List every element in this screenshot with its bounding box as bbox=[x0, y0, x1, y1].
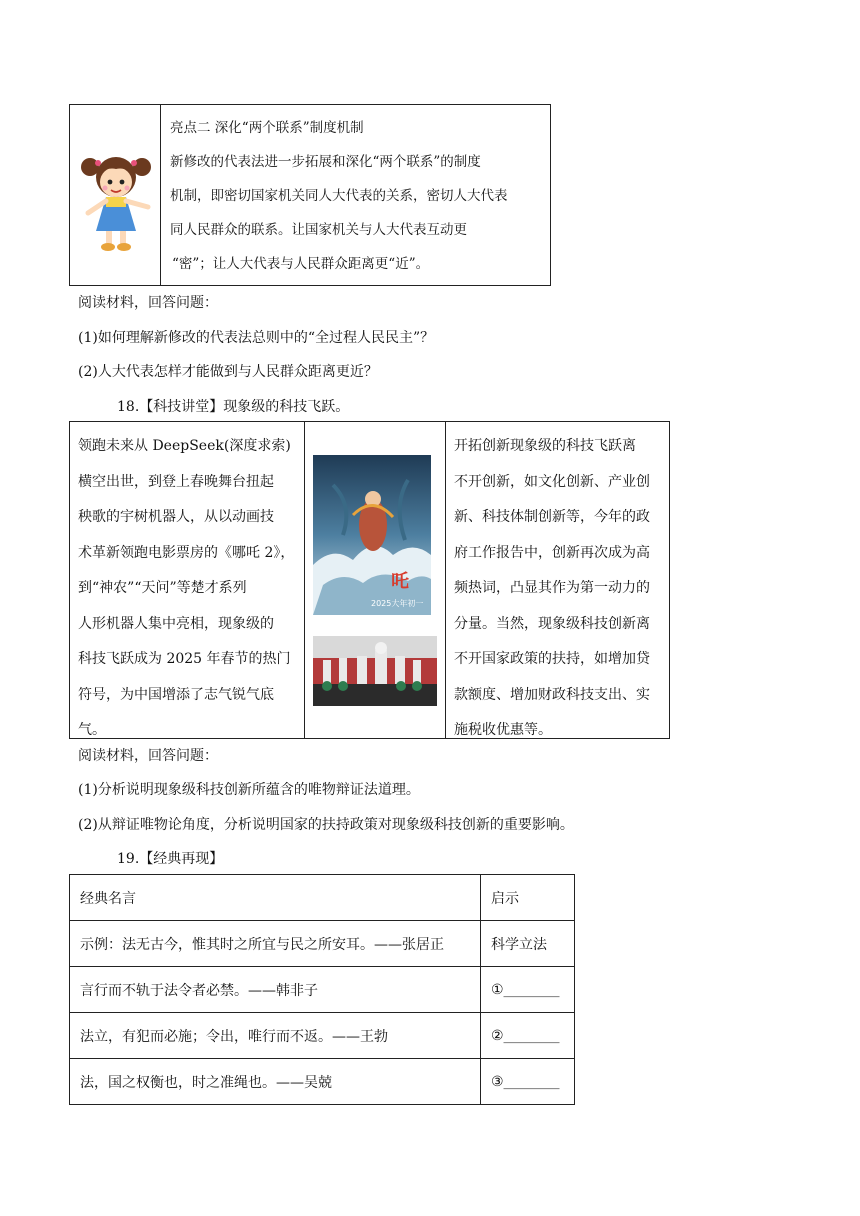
q18-image-cell bbox=[305, 422, 445, 738]
cartoon-girl-icon bbox=[76, 147, 156, 257]
poster-caption: 2025大年初一 bbox=[371, 599, 424, 608]
q18-item-1: (1)分析说明现象级科技创新所蕴含的唯物辩证法道理。 bbox=[78, 782, 420, 798]
q18-left-line: 术革新领跑电影票房的《哪吒 2》， bbox=[78, 544, 295, 561]
highlight-line: 同人民群众的联系。让国家机关与人大代表互动更 bbox=[170, 222, 467, 238]
table-header-row bbox=[70, 875, 575, 921]
highlight-title: 亮点二 深化“两个联系”制度机制 bbox=[170, 120, 364, 136]
q18-left-line: 秧歌的宇树机器人，从以动画技 bbox=[78, 509, 274, 525]
answer-blank-3[interactable]: ③________ bbox=[481, 1059, 575, 1105]
q18-right-line: 不开创新，如文化创新、产业创 bbox=[454, 473, 650, 490]
highlight-text bbox=[170, 111, 550, 281]
table-row bbox=[70, 921, 575, 967]
q18-left-line: 科技飞跃成为 2025 年春节的热门 bbox=[78, 651, 291, 667]
q18-prompt: 阅读材料，回答问题： bbox=[78, 748, 218, 764]
q18-left-line: 人形机器人集中亮相，现象级的 bbox=[78, 615, 274, 632]
q17-prompt: 阅读材料，回答问题： bbox=[78, 295, 218, 311]
q18-left-line: 气。 bbox=[78, 722, 106, 738]
table-row bbox=[70, 967, 575, 1013]
highlight-box bbox=[69, 104, 551, 286]
answer-blank-1[interactable]: ①________ bbox=[481, 967, 575, 1013]
table-row bbox=[70, 1013, 575, 1059]
q18-right-line: 开拓创新现象级的科技飞跃离 bbox=[454, 438, 636, 454]
q19-table bbox=[69, 874, 575, 1105]
q17-item-1: (1)如何理解新修改的代表法总则中的“全过程人民民主”？ bbox=[78, 330, 435, 346]
q18-divider-right bbox=[445, 422, 446, 738]
insight-cell: 科学立法 bbox=[481, 921, 575, 967]
q18-left-cell bbox=[78, 429, 304, 749]
table-header-insight: 启示 bbox=[481, 875, 575, 921]
nezha-poster-image bbox=[313, 455, 431, 615]
icon-cell bbox=[70, 105, 161, 285]
quote-cell: 法，国之权衡也，时之准绳也。——吴兢 bbox=[70, 1059, 481, 1105]
quote-cell: 法立，有犯而必施；令出，唯行而不返。——王勃 bbox=[70, 1013, 481, 1059]
q18-right-cell bbox=[454, 429, 668, 749]
table-header-quote: 经典名言 bbox=[70, 875, 481, 921]
q18-right-line: 不开国家政策的扶持，如增加贷 bbox=[454, 651, 650, 667]
q18-item-2: (2)从辩证唯物论角度，分析说明国家的扶持政策对现象级科技创新的重要影响。 bbox=[78, 817, 574, 833]
highlight-line: “密”；让人大代表与人民群众距离更“近”。 bbox=[172, 256, 430, 272]
q18-left-line: 到“神农”“天问”等楚才系列 bbox=[78, 580, 247, 596]
q18-left-line: 符号，为中国增添了志气锐气底 bbox=[78, 686, 274, 703]
svg-text:吒: 吒 bbox=[391, 571, 409, 592]
q18-right-line: 款额度、增加财政科技支出、实 bbox=[454, 686, 650, 703]
q18-right-line: 分量。当然，现象级科技创新离 bbox=[454, 615, 650, 632]
q18-right-line: 施税收优惠等。 bbox=[454, 722, 552, 738]
q18-right-line: 新、科技体制创新等，今年的政 bbox=[454, 509, 650, 525]
q18-material-box bbox=[69, 421, 670, 739]
q18-heading: 18.【科技讲堂】现象级的科技飞跃。 bbox=[117, 399, 350, 415]
answer-blank-2[interactable]: ②________ bbox=[481, 1013, 575, 1059]
quote-cell: 言行而不轨于法令者必禁。——韩非子 bbox=[70, 967, 481, 1013]
highlight-line: 新修改的代表法进一步拓展和深化“两个联系”的制度 bbox=[170, 154, 481, 170]
q18-left-line: 横空出世，到登上春晚舞台扭起 bbox=[78, 473, 274, 490]
q19-heading: 19.【经典再现】 bbox=[117, 851, 224, 867]
table-row bbox=[70, 1059, 575, 1105]
q18-left-line: 领跑未来从 DeepSeek(深度求索) bbox=[78, 438, 291, 454]
q18-right-line: 频热词，凸显其作为第一动力的 bbox=[454, 580, 650, 596]
q17-item-2: (2)人大代表怎样才能做到与人民群众距离更近？ bbox=[78, 364, 378, 380]
quote-cell: 示例：法无古今，惟其时之所宜与民之所安耳。——张居正 bbox=[70, 921, 481, 967]
robot-dance-image bbox=[313, 636, 437, 706]
highlight-line: 机制，即密切国家机关同人大代表的关系，密切人大代表 bbox=[170, 188, 508, 204]
q18-right-line: 府工作报告中，创新再次成为高 bbox=[454, 544, 650, 561]
